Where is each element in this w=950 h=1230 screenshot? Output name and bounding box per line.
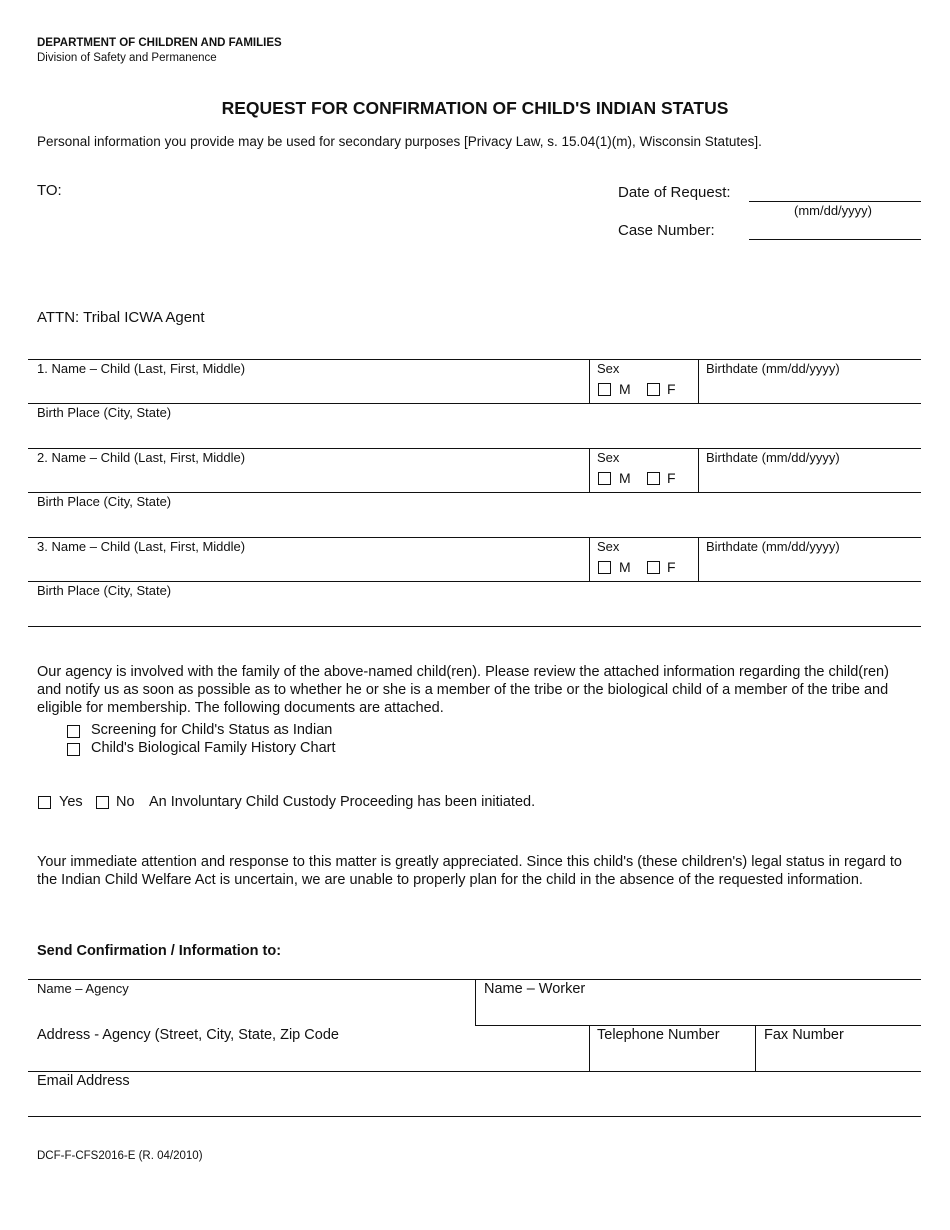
proceeding-no-checkbox[interactable] bbox=[96, 796, 109, 809]
proceeding-yes-label: Yes bbox=[59, 794, 83, 810]
child-name-field[interactable] bbox=[30, 554, 586, 580]
case-number-field[interactable] bbox=[749, 239, 921, 240]
table-divider bbox=[698, 537, 699, 581]
sex-female-checkbox[interactable] bbox=[647, 472, 660, 485]
telephone-field[interactable] bbox=[592, 1046, 752, 1070]
sex-male-label: M bbox=[619, 381, 631, 397]
address-agency-field[interactable] bbox=[30, 1046, 586, 1070]
table-divider bbox=[698, 359, 699, 403]
sex-male-label: M bbox=[619, 559, 631, 575]
table-divider bbox=[475, 979, 476, 1025]
form-title: REQUEST FOR CONFIRMATION OF CHILD'S INDIAN STATUS bbox=[221, 98, 729, 118]
date-of-request-label: Date of Request: bbox=[618, 184, 731, 201]
child-name-field[interactable] bbox=[30, 376, 586, 402]
birthplace-label: Birth Place (City, State) bbox=[37, 405, 172, 420]
attachment-screening-label: Screening for Child's Status as Indian bbox=[91, 722, 333, 738]
attn-line: ATTN: Tribal ICWA Agent bbox=[37, 309, 205, 326]
sex-female-label: F bbox=[667, 381, 676, 397]
birthdate-label: Birthdate (mm/dd/yyyy) bbox=[706, 539, 840, 554]
involvement-paragraph: Our agency is involved with the family of the above-named child(ren). Please review the attached information regarding the child(ren) and notify us as soon as possible as to whether he or she is a member of the tribe or the biological child of a member of the tribe and eligible for membership. The following documents are attached. bbox=[37, 664, 889, 716]
form-number: DCF-F-CFS2016-E (R. 04/2010) bbox=[37, 1150, 203, 1162]
child-name-label: 3. Name – Child (Last, First, Middle) bbox=[37, 539, 246, 554]
table-divider bbox=[589, 448, 590, 492]
table-rule bbox=[28, 1071, 921, 1072]
to-address-field[interactable] bbox=[70, 180, 590, 290]
attachment-history-label: Child's Biological Family History Chart bbox=[91, 740, 336, 756]
child-name-label: 2. Name – Child (Last, First, Middle) bbox=[37, 450, 246, 465]
birthplace-label: Birth Place (City, State) bbox=[37, 494, 172, 509]
privacy-notice: Personal information you provide may be used for secondary purposes [Privacy Law, s. 15.04(1)(m), Wisconsin Statutes]. bbox=[37, 134, 762, 149]
birthdate-field[interactable] bbox=[700, 376, 919, 402]
sex-male-checkbox[interactable] bbox=[598, 472, 611, 485]
birthplace-field[interactable] bbox=[30, 598, 919, 624]
sex-male-checkbox[interactable] bbox=[598, 383, 611, 396]
sex-label: Sex bbox=[597, 450, 620, 465]
name-worker-field[interactable] bbox=[478, 1000, 919, 1024]
sex-male-checkbox[interactable] bbox=[598, 561, 611, 574]
attention-paragraph: Your immediate attention and response to this matter is greatly appreciated. Since this child's (these children's) legal status in regard to the Indian Child Welfare Act is uncertain, we are unable to properly plan for the child in the absence of the requested information. bbox=[37, 854, 902, 888]
department-name: DEPARTMENT OF CHILDREN AND FAMILIES bbox=[37, 37, 282, 49]
to-label: TO: bbox=[37, 182, 62, 199]
sex-label: Sex bbox=[597, 539, 620, 554]
table-rule bbox=[475, 1025, 921, 1026]
name-agency-field[interactable] bbox=[30, 998, 472, 1024]
proceeding-statement: An Involuntary Child Custody Proceeding has been initiated. bbox=[149, 794, 536, 810]
birthdate-label: Birthdate (mm/dd/yyyy) bbox=[706, 361, 840, 376]
child-name-label: 1. Name – Child (Last, First, Middle) bbox=[37, 361, 246, 376]
address-agency-label: Address - Agency (Street, City, State, Zip Code bbox=[37, 1027, 339, 1043]
child-name-field[interactable] bbox=[30, 465, 586, 491]
sex-label: Sex bbox=[597, 361, 620, 376]
fax-label: Fax Number bbox=[764, 1027, 844, 1043]
sex-female-label: F bbox=[667, 470, 676, 486]
case-number-label: Case Number: bbox=[618, 222, 715, 239]
attachment-history-checkbox[interactable] bbox=[67, 743, 80, 756]
table-divider bbox=[589, 537, 590, 581]
birthdate-label: Birthdate (mm/dd/yyyy) bbox=[706, 450, 840, 465]
birthdate-field[interactable] bbox=[700, 465, 919, 491]
table-rule bbox=[28, 537, 921, 538]
sex-male-label: M bbox=[619, 470, 631, 486]
table-divider bbox=[589, 1025, 590, 1071]
division-name: Division of Safety and Permanence bbox=[37, 52, 217, 64]
table-rule bbox=[28, 626, 921, 627]
date-format-hint: (mm/dd/yyyy) bbox=[794, 203, 872, 218]
send-to-heading: Send Confirmation / Information to: bbox=[37, 943, 282, 959]
birthplace-field[interactable] bbox=[30, 509, 919, 535]
attachment-screening-checkbox[interactable] bbox=[67, 725, 80, 738]
table-rule bbox=[28, 448, 921, 449]
table-rule bbox=[28, 1116, 921, 1117]
date-of-request-field[interactable] bbox=[749, 201, 921, 202]
table-rule bbox=[28, 581, 921, 582]
birthplace-label: Birth Place (City, State) bbox=[37, 583, 172, 598]
name-worker-label: Name – Worker bbox=[484, 981, 586, 997]
table-rule bbox=[28, 359, 921, 360]
proceeding-yes-checkbox[interactable] bbox=[38, 796, 51, 809]
telephone-label: Telephone Number bbox=[597, 1027, 720, 1043]
table-divider bbox=[698, 448, 699, 492]
sex-female-checkbox[interactable] bbox=[647, 561, 660, 574]
table-divider bbox=[755, 1025, 756, 1071]
name-agency-label: Name – Agency bbox=[37, 981, 129, 996]
table-divider bbox=[589, 359, 590, 403]
birthplace-field[interactable] bbox=[30, 420, 919, 446]
email-field[interactable] bbox=[30, 1092, 919, 1115]
sex-female-label: F bbox=[667, 559, 676, 575]
sex-female-checkbox[interactable] bbox=[647, 383, 660, 396]
proceeding-no-label: No bbox=[116, 794, 135, 810]
email-label: Email Address bbox=[37, 1073, 130, 1089]
fax-field[interactable] bbox=[758, 1046, 919, 1070]
table-rule bbox=[28, 492, 921, 493]
birthdate-field[interactable] bbox=[700, 554, 919, 580]
table-rule bbox=[28, 403, 921, 404]
